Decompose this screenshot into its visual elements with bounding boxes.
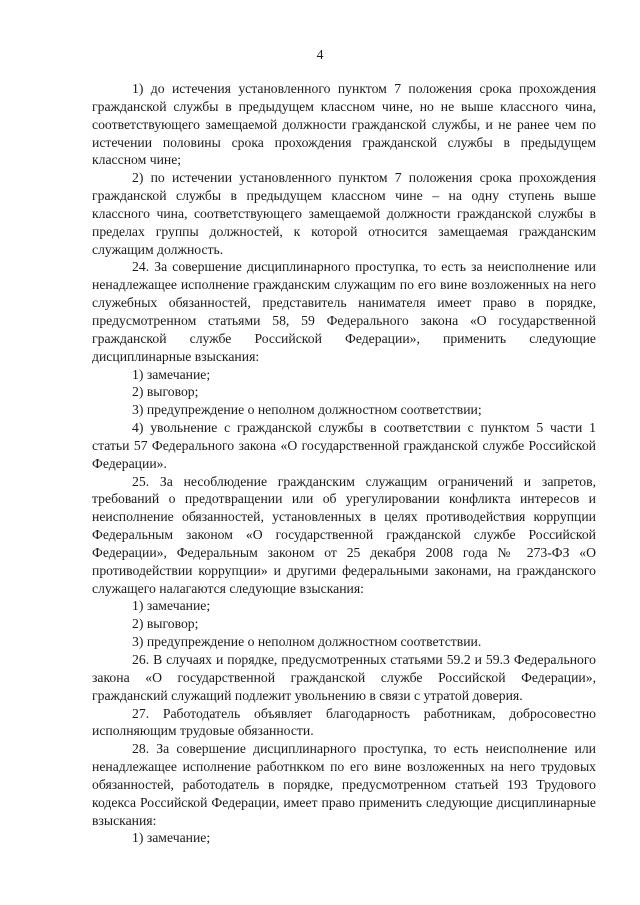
paragraph-item-26: 26. В случаях и порядке, предусмотренных статьями 59.2 и 59.3 Федерального закона «О государственной гражданской службе Российской Федерации», гражданский служащий подлежит увольнению в связи с утратой доверия. (92, 652, 596, 703)
paragraph-item-25: 25. За несоблюдение гражданским служащим ограничений и запретов, требований о предотвращении или об урегулировании конфликта интересов и неисполнение обязанностей, установленных в целях противодействия коррупции Федеральным законом «О государственной гражданской службе Российской Федерации», Федеральным законом от 25 декабря 2008 года № 273-ФЗ «О противодействии коррупции» и другими федеральными законами, на гражданского служащего налагаются следующие взыскания: (92, 473, 596, 596)
list-item-dismissal: 4) увольнение с гражданской службы в соответствии с пунктом 5 части 1 статьи 57 Федерального закона «О государственной гражданской службе Российской Федерации». (92, 420, 596, 471)
paragraph-clause-1: 1) до истечения установленного пунктом 7 положения срока прохождения гражданской службы в предыдущем классном чине, но не выше классного чина, соответствующего замещаемой должности гражданской службы, и не ранее чем по истечении половины срока прохождения гражданской службы в предыдущем классном чине; (92, 81, 596, 168)
list-item-rebuke: 2) выговор; (132, 384, 199, 400)
page-number: 4 (316, 47, 324, 62)
paragraph-item-24: 24. За совершение дисциплинарного проступка, то есть за неисполнение или ненадлежащее исполнение гражданским служащим по его вине возложенных на него служебных обязанностей, представитель нанимателя имеет право в порядке, предусмотренном статьями 58, 59 Федерального закона «О государственной гражданской службе Российской Федерации», применить следующие дисциплинарные взыскания: (92, 259, 596, 364)
list-item-reprimand: 1) замечание; (132, 830, 211, 846)
list-item-warning: 3) предупреждение о неполном должностном соответствии; (132, 402, 482, 418)
list-item-rebuke: 2) выговор; (132, 616, 199, 632)
list-item-warning: 3) предупреждение о неполном должностном соответствии. (132, 634, 482, 650)
paragraph-item-27: 27. Работодатель объявляет благодарность работникам, добросовестно исполняющим трудовые обязанности. (92, 705, 596, 739)
paragraph-clause-2: 2) по истечении установленного пунктом 7 положения срока прохождения гражданской службы в предыдущем классном чине – на одну ступень выше классного чина, соответствующего замещаемой должности гражданской службы в пределах группы должностей, к которой относится замещаемая гражданским служащим должность. (92, 170, 596, 257)
paragraph-item-28: 28. За совершение дисциплинарного проступка, то есть неисполнение или ненадлежащее исполнение работнкком по его вине возложенных на него трудовых обязанностей, работодатель в порядке, предусмотренном статьей 193 Трудового кодекса Российской Федерации, имеет право применить следующие дисциплинарные взыскания: (92, 741, 596, 828)
document-body (92, 80, 596, 847)
list-item-reprimand: 1) замечание; (132, 366, 211, 382)
list-item-reprimand: 1) замечание; (132, 598, 211, 614)
